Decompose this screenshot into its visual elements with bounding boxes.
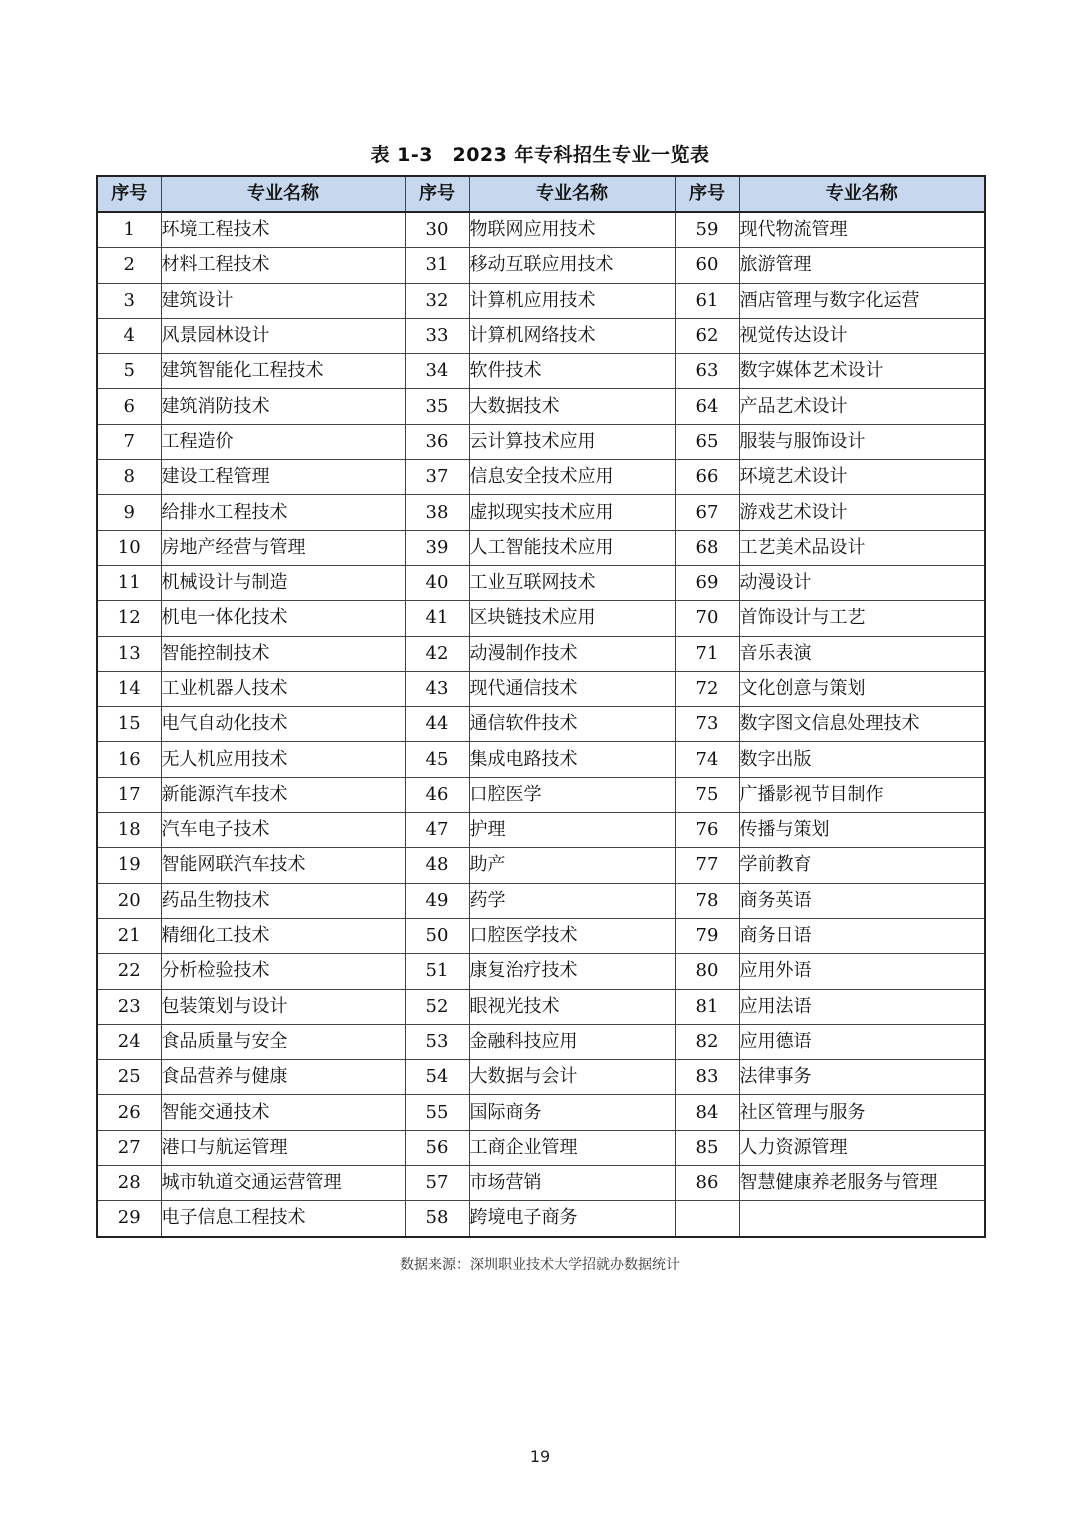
major-name-cell: 口腔医学 xyxy=(469,777,675,812)
major-number-cell: 54 xyxy=(405,1060,469,1095)
major-number-cell: 64 xyxy=(675,389,739,424)
table-row xyxy=(97,848,985,883)
major-name-cell: 现代通信技术 xyxy=(469,671,675,706)
table-row xyxy=(97,389,985,424)
major-number-cell: 33 xyxy=(405,318,469,353)
major-number-cell: 73 xyxy=(675,707,739,742)
major-name-cell: 智能交通技术 xyxy=(161,1095,405,1130)
major-number-cell: 40 xyxy=(405,565,469,600)
major-number-cell: 86 xyxy=(675,1166,739,1201)
major-number-cell: 79 xyxy=(675,918,739,953)
major-number-cell: 59 xyxy=(675,212,739,248)
table-row xyxy=(97,601,985,636)
major-name-cell: 大数据技术 xyxy=(469,389,675,424)
major-name-cell: 电气自动化技术 xyxy=(161,707,405,742)
major-name-cell: 工程造价 xyxy=(161,424,405,459)
major-name-cell: 数字媒体艺术设计 xyxy=(739,354,985,389)
major-name-cell: 药品生物技术 xyxy=(161,883,405,918)
major-name-cell: 工艺美术品设计 xyxy=(739,530,985,565)
major-name-cell: 智能控制技术 xyxy=(161,636,405,671)
major-name-cell: 数字图文信息处理技术 xyxy=(739,707,985,742)
table-row xyxy=(97,954,985,989)
major-name-cell: 文化创意与策划 xyxy=(739,671,985,706)
major-name-cell: 建筑设计 xyxy=(161,283,405,318)
major-name-cell: 大数据与会计 xyxy=(469,1060,675,1095)
major-name-cell: 传播与策划 xyxy=(739,813,985,848)
page-number: 19 xyxy=(529,1447,551,1466)
table-row xyxy=(97,1060,985,1095)
table-row xyxy=(97,460,985,495)
major-number-cell: 23 xyxy=(97,989,161,1024)
major-name-cell: 国际商务 xyxy=(469,1095,675,1130)
major-number-cell: 80 xyxy=(675,954,739,989)
table-row xyxy=(97,354,985,389)
table-row xyxy=(97,742,985,777)
major-number-cell: 9 xyxy=(97,495,161,530)
major-number-cell: 77 xyxy=(675,848,739,883)
major-name-cell: 助产 xyxy=(469,848,675,883)
major-number-cell: 50 xyxy=(405,918,469,953)
major-name-cell: 眼视光技术 xyxy=(469,989,675,1024)
major-number-cell xyxy=(675,1201,739,1237)
major-name-cell: 旅游管理 xyxy=(739,248,985,283)
major-name-cell: 通信软件技术 xyxy=(469,707,675,742)
major-number-cell: 48 xyxy=(405,848,469,883)
major-number-cell: 22 xyxy=(97,954,161,989)
seq-header: 序号 xyxy=(405,176,469,212)
name-header: 专业名称 xyxy=(739,176,985,212)
major-name-cell: 虚拟现实技术应用 xyxy=(469,495,675,530)
major-number-cell: 4 xyxy=(97,318,161,353)
major-number-cell: 61 xyxy=(675,283,739,318)
table-row xyxy=(97,636,985,671)
major-name-cell: 应用德语 xyxy=(739,1024,985,1059)
table-header-row xyxy=(97,176,985,212)
major-name-cell: 包装策划与设计 xyxy=(161,989,405,1024)
major-name-cell: 机械设计与制造 xyxy=(161,565,405,600)
seq-header: 序号 xyxy=(675,176,739,212)
major-name-cell: 康复治疗技术 xyxy=(469,954,675,989)
major-number-cell: 49 xyxy=(405,883,469,918)
major-name-cell: 工业机器人技术 xyxy=(161,671,405,706)
major-name-cell: 风景园林设计 xyxy=(161,318,405,353)
major-name-cell: 产品艺术设计 xyxy=(739,389,985,424)
major-number-cell: 53 xyxy=(405,1024,469,1059)
major-number-cell: 41 xyxy=(405,601,469,636)
major-number-cell: 78 xyxy=(675,883,739,918)
major-name-cell: 集成电路技术 xyxy=(469,742,675,777)
name-header: 专业名称 xyxy=(161,176,405,212)
major-number-cell: 1 xyxy=(97,212,161,248)
major-number-cell: 70 xyxy=(675,601,739,636)
major-number-cell: 17 xyxy=(97,777,161,812)
major-number-cell: 71 xyxy=(675,636,739,671)
table-row xyxy=(97,777,985,812)
major-number-cell: 44 xyxy=(405,707,469,742)
major-number-cell: 57 xyxy=(405,1166,469,1201)
major-name-cell: 广播影视节目制作 xyxy=(739,777,985,812)
major-name-cell: 建筑消防技术 xyxy=(161,389,405,424)
major-number-cell: 84 xyxy=(675,1095,739,1130)
majors-table xyxy=(96,175,986,1238)
major-number-cell: 31 xyxy=(405,248,469,283)
major-number-cell: 18 xyxy=(97,813,161,848)
table-row xyxy=(97,1095,985,1130)
major-name-cell: 音乐表演 xyxy=(739,636,985,671)
major-name-cell: 应用外语 xyxy=(739,954,985,989)
major-name-cell: 药学 xyxy=(469,883,675,918)
major-number-cell: 46 xyxy=(405,777,469,812)
major-name-cell: 酒店管理与数字化运营 xyxy=(739,283,985,318)
major-number-cell: 72 xyxy=(675,671,739,706)
major-number-cell: 45 xyxy=(405,742,469,777)
major-name-cell: 首饰设计与工艺 xyxy=(739,601,985,636)
major-name-cell: 工商企业管理 xyxy=(469,1130,675,1165)
major-number-cell: 82 xyxy=(675,1024,739,1059)
major-number-cell: 14 xyxy=(97,671,161,706)
major-name-cell: 社区管理与服务 xyxy=(739,1095,985,1130)
major-name-cell: 给排水工程技术 xyxy=(161,495,405,530)
name-header: 专业名称 xyxy=(469,176,675,212)
major-name-cell: 城市轨道交通运营管理 xyxy=(161,1166,405,1201)
table-row xyxy=(97,918,985,953)
major-name-cell: 信息安全技术应用 xyxy=(469,460,675,495)
major-number-cell: 36 xyxy=(405,424,469,459)
major-number-cell: 6 xyxy=(97,389,161,424)
table-row xyxy=(97,671,985,706)
major-name-cell: 新能源汽车技术 xyxy=(161,777,405,812)
major-number-cell: 34 xyxy=(405,354,469,389)
major-name-cell: 人工智能技术应用 xyxy=(469,530,675,565)
major-number-cell: 39 xyxy=(405,530,469,565)
major-name-cell: 工业互联网技术 xyxy=(469,565,675,600)
major-name-cell: 食品质量与安全 xyxy=(161,1024,405,1059)
major-number-cell: 30 xyxy=(405,212,469,248)
major-number-cell: 62 xyxy=(675,318,739,353)
major-number-cell: 16 xyxy=(97,742,161,777)
major-name-cell: 学前教育 xyxy=(739,848,985,883)
table-body xyxy=(97,212,985,1237)
major-name-cell: 市场营销 xyxy=(469,1166,675,1201)
table-row xyxy=(97,565,985,600)
major-name-cell xyxy=(739,1201,985,1237)
major-number-cell: 5 xyxy=(97,354,161,389)
data-source-note: 数据来源：深圳职业技术大学招就办数据统计 xyxy=(400,1257,680,1273)
major-number-cell: 38 xyxy=(405,495,469,530)
major-name-cell: 现代物流管理 xyxy=(739,212,985,248)
major-number-cell: 20 xyxy=(97,883,161,918)
major-name-cell: 商务英语 xyxy=(739,883,985,918)
major-name-cell: 商务日语 xyxy=(739,918,985,953)
major-name-cell: 材料工程技术 xyxy=(161,248,405,283)
major-name-cell: 环境工程技术 xyxy=(161,212,405,248)
major-name-cell: 应用法语 xyxy=(739,989,985,1024)
major-number-cell: 15 xyxy=(97,707,161,742)
major-number-cell: 47 xyxy=(405,813,469,848)
major-name-cell: 计算机应用技术 xyxy=(469,283,675,318)
table-row xyxy=(97,248,985,283)
major-number-cell: 55 xyxy=(405,1095,469,1130)
table-row xyxy=(97,1024,985,1059)
major-number-cell: 35 xyxy=(405,389,469,424)
table-row xyxy=(97,813,985,848)
major-number-cell: 7 xyxy=(97,424,161,459)
table-row xyxy=(97,318,985,353)
major-name-cell: 视觉传达设计 xyxy=(739,318,985,353)
major-number-cell: 25 xyxy=(97,1060,161,1095)
major-number-cell: 75 xyxy=(675,777,739,812)
major-name-cell: 电子信息工程技术 xyxy=(161,1201,405,1237)
major-number-cell: 29 xyxy=(97,1201,161,1237)
major-number-cell: 11 xyxy=(97,565,161,600)
major-name-cell: 云计算技术应用 xyxy=(469,424,675,459)
major-name-cell: 无人机应用技术 xyxy=(161,742,405,777)
major-number-cell: 13 xyxy=(97,636,161,671)
major-number-cell: 26 xyxy=(97,1095,161,1130)
major-name-cell: 口腔医学技术 xyxy=(469,918,675,953)
table-row xyxy=(97,212,985,248)
major-name-cell: 护理 xyxy=(469,813,675,848)
major-name-cell: 法律事务 xyxy=(739,1060,985,1095)
major-name-cell: 分析检验技术 xyxy=(161,954,405,989)
major-name-cell: 港口与航运管理 xyxy=(161,1130,405,1165)
major-number-cell: 63 xyxy=(675,354,739,389)
major-number-cell: 68 xyxy=(675,530,739,565)
major-name-cell: 软件技术 xyxy=(469,354,675,389)
major-number-cell: 42 xyxy=(405,636,469,671)
major-name-cell: 数字出版 xyxy=(739,742,985,777)
major-name-cell: 移动互联应用技术 xyxy=(469,248,675,283)
major-name-cell: 动漫设计 xyxy=(739,565,985,600)
major-number-cell: 10 xyxy=(97,530,161,565)
major-number-cell: 27 xyxy=(97,1130,161,1165)
table-row xyxy=(97,424,985,459)
major-number-cell: 66 xyxy=(675,460,739,495)
major-name-cell: 金融科技应用 xyxy=(469,1024,675,1059)
major-number-cell: 12 xyxy=(97,601,161,636)
major-name-cell: 机电一体化技术 xyxy=(161,601,405,636)
table-row xyxy=(97,707,985,742)
major-name-cell: 环境艺术设计 xyxy=(739,460,985,495)
major-number-cell: 85 xyxy=(675,1130,739,1165)
table-row xyxy=(97,883,985,918)
major-number-cell: 43 xyxy=(405,671,469,706)
major-name-cell: 智慧健康养老服务与管理 xyxy=(739,1166,985,1201)
major-number-cell: 60 xyxy=(675,248,739,283)
table-row xyxy=(97,530,985,565)
major-number-cell: 65 xyxy=(675,424,739,459)
major-number-cell: 74 xyxy=(675,742,739,777)
major-name-cell: 汽车电子技术 xyxy=(161,813,405,848)
table-row xyxy=(97,1130,985,1165)
table-row xyxy=(97,989,985,1024)
major-number-cell: 2 xyxy=(97,248,161,283)
major-name-cell: 游戏艺术设计 xyxy=(739,495,985,530)
table-row xyxy=(97,495,985,530)
table-row xyxy=(97,283,985,318)
major-name-cell: 建筑智能化工程技术 xyxy=(161,354,405,389)
major-number-cell: 51 xyxy=(405,954,469,989)
major-number-cell: 32 xyxy=(405,283,469,318)
major-name-cell: 区块链技术应用 xyxy=(469,601,675,636)
major-number-cell: 76 xyxy=(675,813,739,848)
major-number-cell: 83 xyxy=(675,1060,739,1095)
major-name-cell: 精细化工技术 xyxy=(161,918,405,953)
major-name-cell: 房地产经营与管理 xyxy=(161,530,405,565)
major-number-cell: 3 xyxy=(97,283,161,318)
major-name-cell: 食品营养与健康 xyxy=(161,1060,405,1095)
table-row xyxy=(97,1201,985,1237)
major-number-cell: 52 xyxy=(405,989,469,1024)
major-number-cell: 21 xyxy=(97,918,161,953)
major-number-cell: 8 xyxy=(97,460,161,495)
major-number-cell: 37 xyxy=(405,460,469,495)
major-number-cell: 56 xyxy=(405,1130,469,1165)
major-number-cell: 19 xyxy=(97,848,161,883)
major-name-cell: 服装与服饰设计 xyxy=(739,424,985,459)
major-name-cell: 物联网应用技术 xyxy=(469,212,675,248)
major-number-cell: 69 xyxy=(675,565,739,600)
seq-header: 序号 xyxy=(97,176,161,212)
major-number-cell: 58 xyxy=(405,1201,469,1237)
table-caption: 表 1-3 2023 年专科招生专业一览表 xyxy=(370,144,710,166)
major-number-cell: 67 xyxy=(675,495,739,530)
major-name-cell: 建设工程管理 xyxy=(161,460,405,495)
major-name-cell: 人力资源管理 xyxy=(739,1130,985,1165)
table-row xyxy=(97,1166,985,1201)
major-name-cell: 跨境电子商务 xyxy=(469,1201,675,1237)
major-name-cell: 计算机网络技术 xyxy=(469,318,675,353)
major-number-cell: 81 xyxy=(675,989,739,1024)
major-name-cell: 智能网联汽车技术 xyxy=(161,848,405,883)
major-number-cell: 24 xyxy=(97,1024,161,1059)
major-number-cell: 28 xyxy=(97,1166,161,1201)
major-name-cell: 动漫制作技术 xyxy=(469,636,675,671)
